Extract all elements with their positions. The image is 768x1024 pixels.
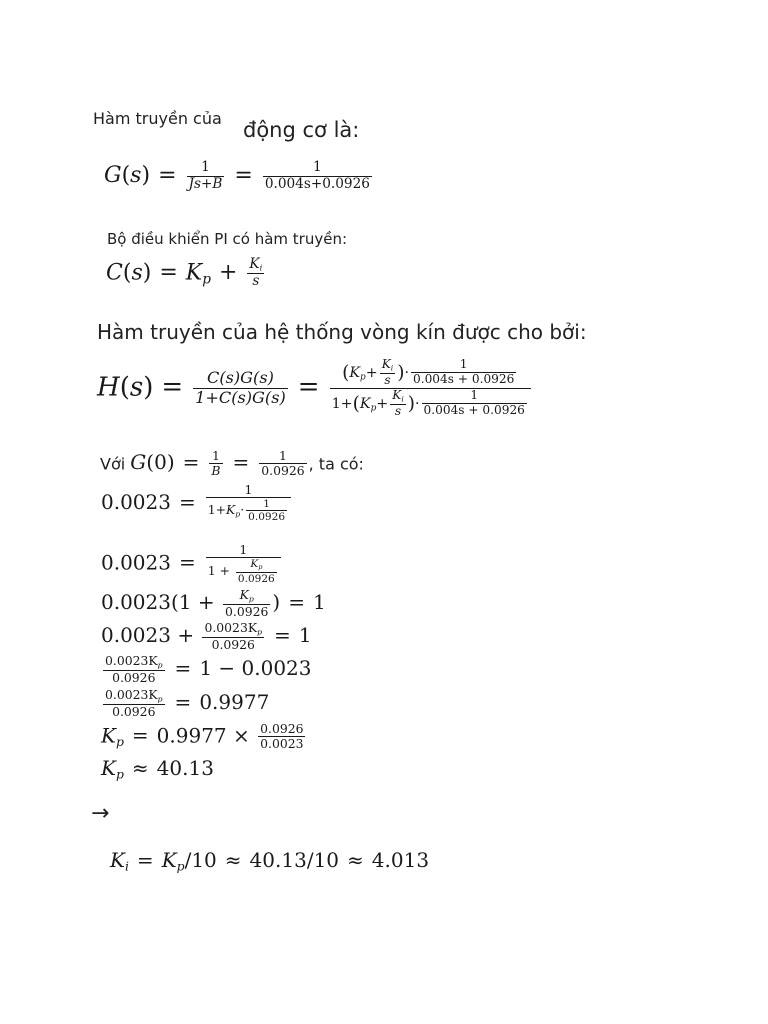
equation-step-4: 0.0023 + $\frac{0.0023K_p}{0.0926}$ = 1 xyxy=(101,620,312,653)
equation-pi-controller: $C(s) = K_p$ + $\frac{K_i}{s}$ xyxy=(106,256,263,290)
pi-controller-label: Bộ điều khiển PI có hàm truyền: xyxy=(107,230,348,248)
equation-motor-tf: G(s) = $\frac{1}{Js+B}$ = $\frac{1}{0.004s+0.0926}$ xyxy=(104,159,370,192)
motor-tf-label-start: Hàm truyền của xyxy=(93,109,222,128)
arrow-right-icon: → xyxy=(91,801,110,826)
equation-step-6: $\frac{0.0023K_p}{0.0926}$ = 0.9977 xyxy=(105,687,270,720)
motor-tf-label-end: động cơ là: xyxy=(243,118,360,142)
equation-step-2: 0.0023 = 1 1 + $\frac{K_p}{0.0926}$ xyxy=(101,543,283,585)
equation-step-1: 0.0023 = 1 $1+K_p\cdot$ $\frac{1}{0.0926}$ xyxy=(101,483,293,524)
equation-step-5: $\frac{0.0023K_p}{0.0926}$ = 1 − 0.0023 xyxy=(105,653,312,686)
equation-kp-result: $K_p \approx 40.13$ xyxy=(101,756,214,782)
dc-gain-line: Với G(0) = $\frac{1}{B}$ = $\frac{1}{0.0926}$ , ta có: xyxy=(100,448,364,479)
equation-ki-result: $K_i = K_p/10 \approx 40.13/10 \approx 4.013$ xyxy=(110,848,430,874)
equation-step-7: $K_p = 0.9977$ × $\frac{0.0926}{0.0023}$ xyxy=(101,721,304,752)
closed-loop-label: Hàm truyền của hệ thống vòng kín được cho bởi: xyxy=(97,320,587,344)
equation-step-3: 0.0023(1 + $\frac{K_p}{0.0926}$ ) = 1 xyxy=(101,587,326,620)
equation-closed-loop: H(s) = $\frac{C(s)G(s)}{1+C(s)G(s)}$ = ($K_p+$ $\frac{K_i}{s}$ )· $\frac{1}{0.004s + 0.0926}$ $1+(K_p+$ $\frac{K_i}{s}$ )· $\frac{1}{0.004s + 0.0926}$ xyxy=(97,358,533,419)
